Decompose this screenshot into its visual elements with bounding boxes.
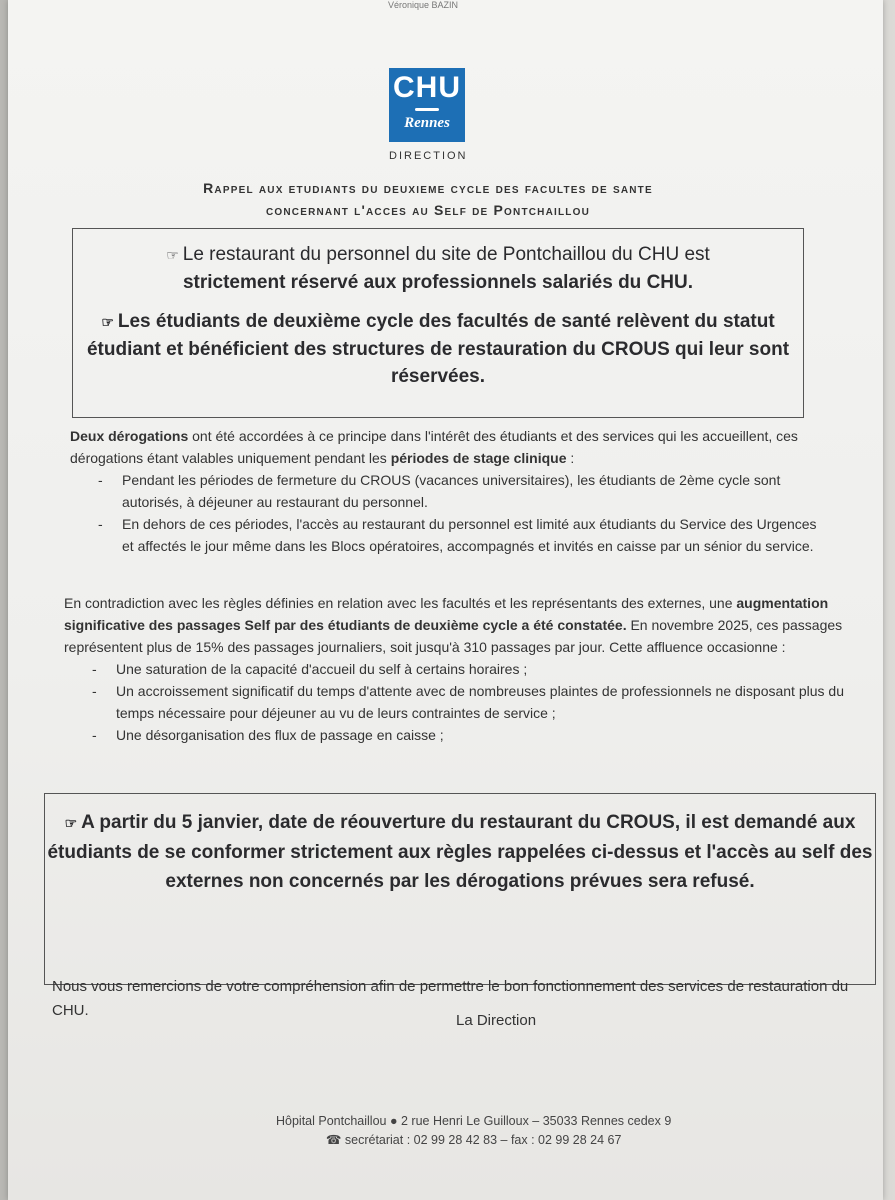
contradiction-text-2: En novembre 2025, ces passages représentent plus de 15% des passages journaliers, soit jusqu'à 310 passages par jour. Cette affluence occasionne : [64,617,843,655]
derogations-bold: Deux dérogations [70,428,189,444]
notice-paragraph-2 [73,308,803,390]
contradiction-section [64,592,844,746]
signature: La Direction [456,1012,537,1029]
notice-paragraph-1 [73,241,803,296]
announcement-box [44,793,876,985]
derogations-intro [70,425,818,469]
notice-box [72,228,804,418]
derogations-section [70,425,818,557]
logo-chu-text: CHU [393,71,461,104]
list-item: - Une saturation de la capacité d'accueil du self à certains horaires ; [64,658,844,680]
letter-sheet [8,0,883,1200]
derogations-period-bold: périodes de stage clinique [390,450,567,466]
footer [276,1112,671,1150]
announcement-body: A partir du 5 janvier, date de réouverture du restaurant du CROUS, il est demandé aux étudiants de se conformer strictement aux règles rappelées ci-dessus et l'accès au self des externes non concernés par les dérogations prévues sera refusé. [47,812,873,892]
title-line-2: concernant l'acces au Self de Pontchaillou [265,202,591,218]
footer-address: Hôpital Pontchaillou ● 2 rue Henri Le Guilloux – 35033 Rennes cedex 9 [276,1114,672,1128]
consequences-list [64,658,844,746]
derogations-list [70,469,818,557]
chu-rennes-logo [389,68,465,142]
list-item: - Une désorganisation des flux de passage en caisse ; [64,724,844,746]
announcement-text [45,808,875,896]
top-cut-text: Véronique BAZIN [388,0,459,10]
closing-paragraph: Nous vous remercions de votre compréhension afin de permettre le bon fonctionnement des services de restauration du CHU. [52,978,849,1019]
notice-p2-text: Les étudiants de deuxième cycle des facultés de santé relèvent du statut étudiant et bénéficient des structures de restauration du CROUS qui leur sont réservées. [86,311,790,387]
direction-label: DIRECTION [389,150,468,162]
contradiction-bold: augmentation significative des passages Self par des étudiants de deuxième cycle a été constatée. [64,595,829,633]
document-title [108,177,748,221]
logo-bar [415,108,439,111]
contradiction-text-1: En contradiction avec les règles définies en relation avec les facultés et les représentants des externes, une [64,595,737,611]
contradiction-intro [64,592,844,658]
notice-p1-normal: Le restaurant du personnel du site de Pontchaillou du CHU est [182,244,710,265]
title-line-1: Rappel aux etudiants du deuxieme cycle des facultes de sante [203,180,653,196]
derogations-text-2: : [566,450,575,466]
pointing-hand-icon: ☞ [101,314,114,330]
derogations-text-1: ont été accordées à ce principe dans l'intérêt des étudiants et des services qui les accueillent, ces dérogations étant valables uniquement pendant les [70,428,798,466]
notice-p1-bold: strictement réservé aux professionnels salariés du CHU. [182,272,694,293]
pointing-hand-icon: ☞ [166,247,179,263]
logo-rennes-text: Rennes [404,115,450,131]
footer-phone: ☎ secrétariat : 02 99 28 42 83 – fax : 02 99 28 24 67 [325,1133,622,1147]
list-item: - En dehors de ces périodes, l'accès au restaurant du personnel est limité aux étudiants du Service des Urgences et affectés le jour même dans les Blocs opératoires, accompagnés et invités en caisse par un sénior du service. [70,513,818,557]
pointing-hand-icon: ☞ [64,815,78,831]
list-item: - Pendant les périodes de fermeture du CROUS (vacances universitaires), les étudiants de 2ème cycle sont autorisés, à déjeuner au restaurant du personnel. [70,469,818,513]
list-item: - Un accroissement significatif du temps d'attente avec de nombreuses plaintes de professionnels ne disposant plus du temps nécessaire pour déjeuner au vu de leurs contraintes de service ; [64,680,844,724]
